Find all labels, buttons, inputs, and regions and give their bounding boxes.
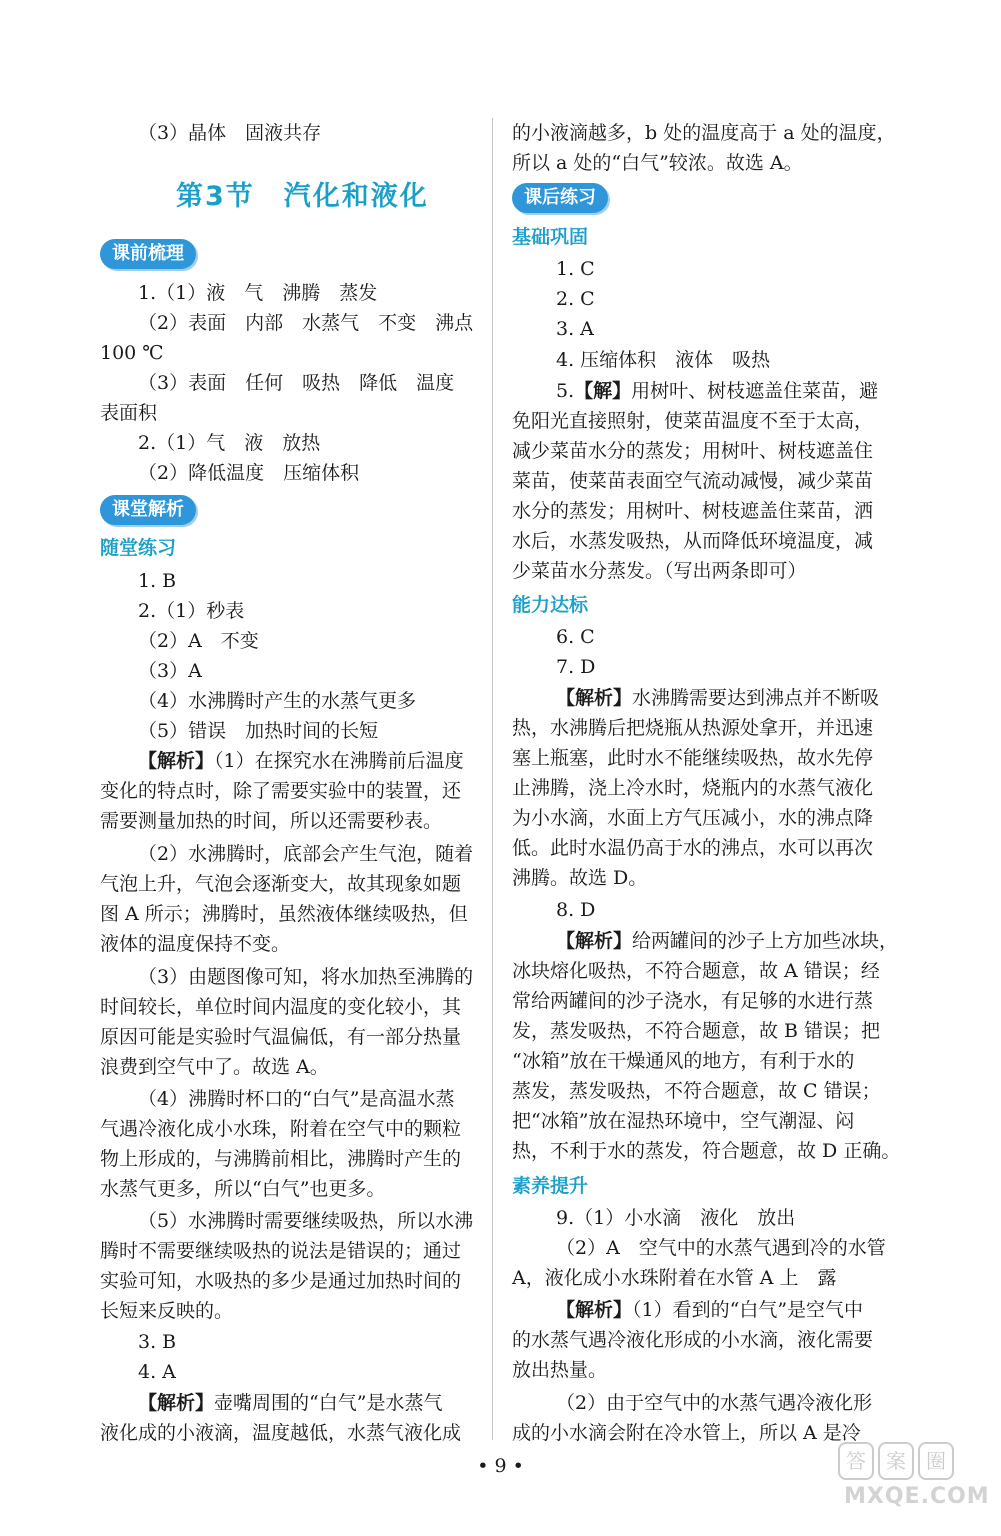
- text-line: 液体的温度保持不变。: [100, 933, 291, 955]
- text-line: 少菜苗水分蒸发。（写出两条即可）: [512, 560, 807, 582]
- text-line: 菜苗，使菜苗表面空气流动减慢，减少菜苗: [512, 470, 874, 492]
- text-line: 1. B: [138, 570, 177, 592]
- section-title: 第3节 汽化和液化: [176, 181, 429, 212]
- text-line: 【解析】给两罐间的沙子上方加些冰块，: [556, 930, 899, 952]
- text-line: 6. C: [556, 626, 595, 648]
- watermark-glyph: 答: [838, 1442, 874, 1480]
- text-line: 为小水滴，水面上方气压减小，水的沸点降: [512, 807, 874, 829]
- text-line: （3）晶体 固液共存: [138, 122, 322, 144]
- text-line: 【解析】水沸腾需要达到沸点并不断吸: [556, 687, 880, 709]
- analysis-tag: 【解析】: [556, 930, 633, 952]
- text-line: 冰块熔化吸热，不符合题意，故 A 错误；经: [512, 960, 880, 982]
- text-line: （3）A: [138, 660, 202, 682]
- text-line: 所以 a 处的“白气”较浓。故选 A。: [512, 152, 803, 174]
- text-line: 4. A: [138, 1361, 176, 1383]
- text-line: 2.（1）秒表: [138, 600, 245, 622]
- text-line: A，液化成小水珠附着在水管 A 上 露: [512, 1267, 837, 1289]
- pill-before-class: 课前梳理: [100, 239, 196, 269]
- text-line: 把“冰箱”放在湿热环境中，空气潮湿、闷: [512, 1110, 855, 1132]
- text-line: （2）由于空气中的水蒸气遇冷液化形: [556, 1392, 873, 1414]
- text-line: （3）表面 任何 吸热 降低 温度: [138, 372, 455, 394]
- text-line: 蒸发，蒸发吸热，不符合题意，故 C 错误；: [512, 1080, 881, 1102]
- text-line: 2.（1）气 液 放热: [138, 432, 321, 454]
- text-line: （2）A 不变: [138, 630, 259, 652]
- text-line: 发，蒸发吸热，不符合题意，故 B 错误；把: [512, 1020, 881, 1042]
- text-line: 水分的蒸发；用树叶、树枝遮盖住菜苗，洒: [512, 500, 874, 522]
- text-line: 3. B: [138, 1331, 177, 1353]
- text-line: 1. C: [556, 258, 595, 280]
- text-line: 液化成的小液滴，温度越低，水蒸气液化成: [100, 1422, 462, 1444]
- text-line: 热，水沸腾后把烧瓶从热源处拿开，并迅速: [512, 717, 874, 739]
- text-line: 长短来反映的。: [100, 1300, 234, 1322]
- text-line: 常给两罐间的沙子浇水，有足够的水进行蒸: [512, 990, 874, 1012]
- text-line: 的小液滴越多，b 处的温度高于 a 处的温度，: [512, 122, 896, 144]
- text-line: 水蒸气更多，所以“白气”也更多。: [100, 1178, 386, 1200]
- text-line: （4）沸腾时杯口的“白气”是高温水蒸: [138, 1088, 455, 1110]
- text-line: 1.（1）液 气 沸腾 蒸发: [138, 282, 378, 304]
- text-line: 气遇冷液化成小水珠，附着在空气中的颗粒: [100, 1118, 462, 1140]
- text-line: （4）水沸腾时产生的水蒸气更多: [138, 690, 417, 712]
- text-line: 4. 压缩体积 液体 吸热: [556, 349, 771, 371]
- text-line: （3）由题图像可知，将水加热至沸腾的: [138, 966, 474, 988]
- analysis-tag: 【解析】: [138, 1392, 215, 1414]
- text-line: 原因可能是实验时气温偏低，有一部分热量: [100, 1026, 462, 1048]
- page-number: • 9 •: [477, 1455, 524, 1477]
- text-line: 沸腾。故选 D。: [512, 867, 648, 889]
- text-line: 【解析】（1）在探究水在沸腾前后温度: [138, 750, 464, 772]
- text-line: （2）A 空气中的水蒸气遇到冷的水管: [556, 1237, 886, 1259]
- text-line: 100 ℃: [100, 342, 164, 364]
- text-line: 实验可知，水吸热的多少是通过加热时间的: [100, 1270, 462, 1292]
- watermark-glyph: 案: [878, 1442, 914, 1480]
- watermark-logo: [838, 1442, 988, 1524]
- text-line: 的水蒸气遇冷液化形成的小水滴，液化需要: [512, 1329, 874, 1351]
- text-line: 水后，水蒸发吸热，从而降低环境温度，减: [512, 530, 874, 552]
- text-line: 8. D: [556, 899, 596, 921]
- text-line: （2）降低温度 压缩体积: [138, 462, 360, 484]
- text-line: 气泡上升，气泡会逐渐变大，故其现象如题: [100, 873, 462, 895]
- text-line: 需要测量加热的时间，所以还需要秒表。: [100, 810, 443, 832]
- analysis-tag: 【解析】: [556, 1299, 633, 1321]
- text-line: 腾时不需要继续吸热的说法是错误的；通过: [100, 1240, 462, 1262]
- text-line: 图 A 所示；沸腾时，虽然液体继续吸热，但: [100, 903, 468, 925]
- text-line: 低。此时水温仍高于水的沸点，水可以再次: [512, 837, 874, 859]
- text-line: （5）错误 加热时间的长短: [138, 720, 379, 742]
- text-line: （2）水沸腾时，底部会产生气泡，随着: [138, 843, 474, 865]
- text-line: 7. D: [556, 656, 596, 678]
- text-line: 热，不利于水的蒸发，符合题意，故 D 正确。: [512, 1140, 901, 1162]
- text-line: “冰箱”放在干燥通风的地方，有利于水的: [512, 1050, 855, 1072]
- text-line: 成的小水滴会附在冷水管上，所以 A 是冷: [512, 1422, 861, 1444]
- text-line: （2）表面 内部 水蒸气 不变 沸点: [138, 312, 474, 334]
- text-line: （5）水沸腾时需要继续吸热，所以水沸: [138, 1210, 474, 1232]
- text-line: 9.（1）小水滴 液化 放出: [556, 1207, 796, 1229]
- analysis-tag: 【解析】: [138, 750, 215, 772]
- column-divider: [492, 118, 493, 1440]
- text-line: 5.【解】用树叶、树枝遮盖住菜苗，避: [556, 380, 879, 402]
- text-line: 放出热量。: [512, 1359, 608, 1381]
- subheading-practice: 随堂练习: [100, 537, 177, 559]
- text-line: 表面积: [100, 402, 158, 424]
- text-line: 物上形成的，与沸腾前相比，沸腾时产生的: [100, 1148, 462, 1170]
- solution-tag: 【解】: [574, 380, 632, 402]
- pill-class-analysis: 课堂解析: [100, 495, 196, 525]
- subheading-basic: 基础巩固: [512, 226, 589, 248]
- subheading-ability: 能力达标: [512, 594, 589, 616]
- text-line: 2. C: [556, 288, 595, 310]
- text-line: 3. A: [556, 318, 594, 340]
- text-line: 免阳光直接照射，使菜苗温度不至于太高，: [512, 410, 874, 432]
- analysis-tag: 【解析】: [556, 687, 633, 709]
- text-line: 时间较长，单位时间内温度的变化较小，其: [100, 996, 462, 1018]
- text-line: 塞上瓶塞，此时水不能继续吸热，故水先停: [512, 747, 874, 769]
- text-line: 减少菜苗水分的蒸发；用树叶、树枝遮盖住: [512, 440, 874, 462]
- text-line: 止沸腾，浇上冷水时，烧瓶内的水蒸气液化: [512, 777, 874, 799]
- pill-after-class: 课后练习: [512, 183, 608, 213]
- watermark-glyph: 圈: [918, 1442, 954, 1480]
- subheading-literacy: 素养提升: [512, 1175, 589, 1197]
- watermark-url: MXQE.COM: [844, 1484, 990, 1509]
- text-line: 浪费到空气中了。故选 A。: [100, 1056, 329, 1078]
- text-line: 变化的特点时，除了需要实验中的装置，还: [100, 780, 462, 802]
- text-line: 【解析】（1）看到的“白气”是空气中: [556, 1299, 864, 1321]
- text-line: 【解析】壶嘴周围的“白气”是水蒸气: [138, 1392, 443, 1414]
